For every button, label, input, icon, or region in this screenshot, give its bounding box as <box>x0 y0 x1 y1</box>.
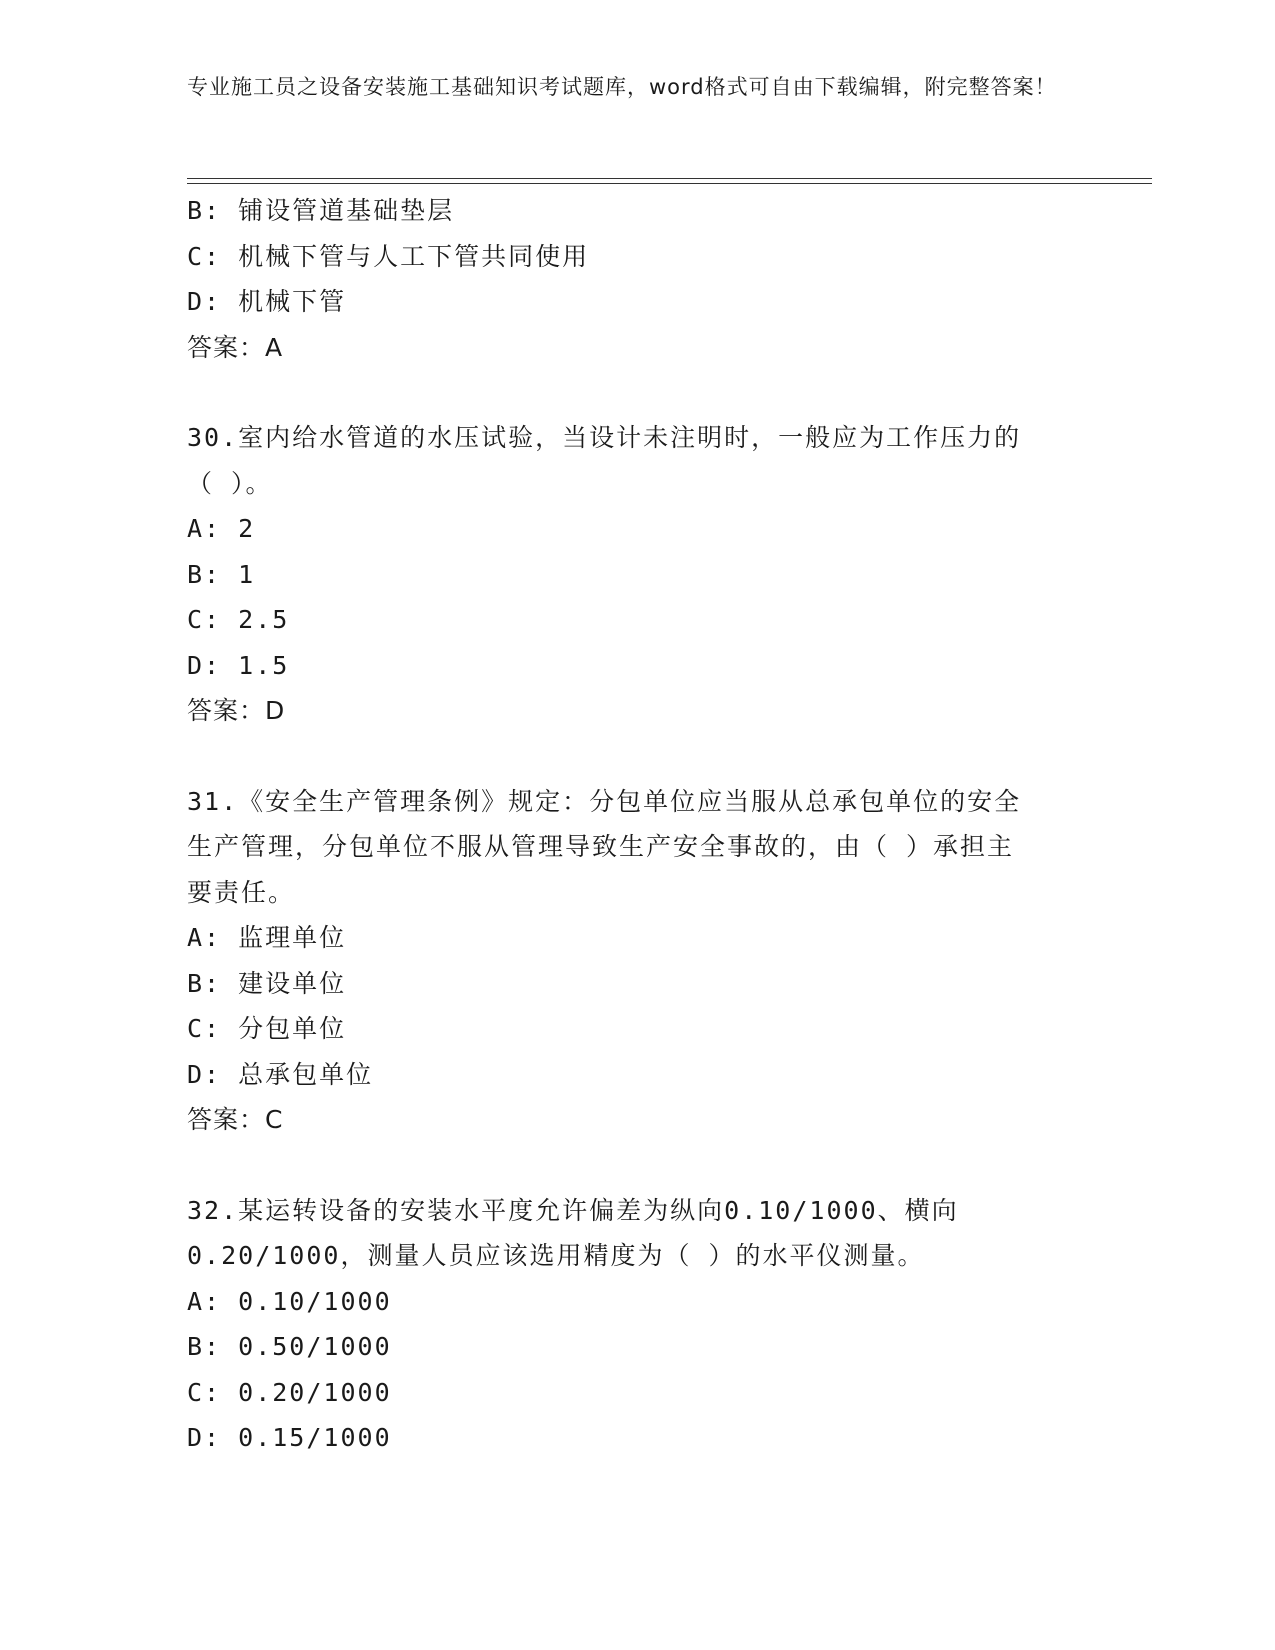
question-content <box>187 188 1087 1461</box>
answer-line: 答案：A <box>187 332 284 362</box>
option-c: C: 2.5 <box>187 605 290 634</box>
answer-line: 答案：D <box>187 696 286 725</box>
option-c: C: 机械下管与人工下管共同使用 <box>187 241 590 271</box>
question-31 <box>187 779 1087 1143</box>
option-d: D: 机械下管 <box>187 287 347 316</box>
option-c: C: 0.20/1000 <box>187 1377 392 1407</box>
question-text-line: 30.室内给水管道的水压试验，当设计未注明时，一般应为工作压力的 <box>187 423 1022 452</box>
option-c: C: 分包单位 <box>187 1014 347 1043</box>
question-text-line: 要责任。 <box>187 877 296 907</box>
question-text-line: 0.20/1000，测量人员应该选用精度为（ ）的水平仪测量。 <box>187 1241 925 1270</box>
question-text-line: 生产管理，分包单位不服从管理导致生产安全事故的，由（ ）承担主 <box>187 832 1015 861</box>
question-30 <box>187 415 1087 734</box>
option-a: A: 2 <box>187 514 256 543</box>
option-d: D: 1.5 <box>187 650 290 680</box>
question-text-line: 32.某运转设备的安装水平度允许偏差为纵向0.10/1000、横向 <box>187 1195 959 1225</box>
option-a: A: 0.10/1000 <box>187 1286 392 1316</box>
option-b: B: 0.50/1000 <box>187 1332 392 1361</box>
header-divider-bottom <box>187 183 1152 184</box>
header-divider-top <box>187 178 1152 179</box>
option-b: B: 建设单位 <box>187 968 347 998</box>
carryover-options <box>187 188 1087 370</box>
question-text-line: 31.《安全生产管理条例》规定：分包单位应当服从总承包单位的安全 <box>187 786 1022 816</box>
option-d: D: 0.15/1000 <box>187 1423 392 1452</box>
option-a: A: 监理单位 <box>187 923 347 952</box>
option-d: D: 总承包单位 <box>187 1059 374 1089</box>
option-b: B: 1 <box>187 559 256 589</box>
question-32 <box>187 1188 1087 1461</box>
answer-line: 答案：C <box>187 1105 284 1134</box>
document-header: 专业施工员之设备安装施工基础知识考试题库，word格式可自由下载编辑，附完整答案！ <box>187 75 1057 99</box>
option-b: B: 铺设管道基础垫层 <box>187 196 455 225</box>
question-text-line: （ ）。 <box>187 468 273 498</box>
